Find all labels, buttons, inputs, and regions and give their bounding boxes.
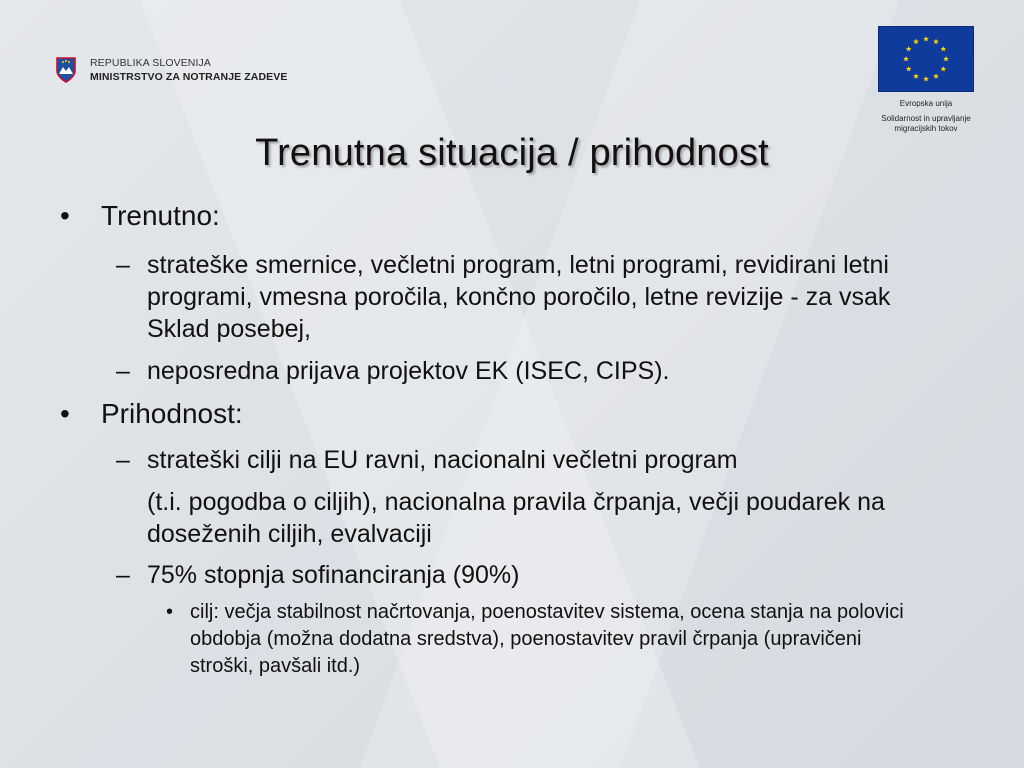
list-item-future-1-line1: strateški cilji na EU ravni, nacionalni večletni program <box>147 446 738 474</box>
republic-label: REPUBLIKA SLOVENIJA <box>90 57 211 69</box>
list-item-future-1-rest: (t.i. pogodba o ciljih), nacionalna pravila črpanja, večji poudarek na doseženih ciljih, evalvaciji <box>147 488 885 548</box>
dash-marker: – <box>116 561 130 589</box>
eu-fund-label: Solidarnost in upravljanje migracijskih tokov <box>881 114 971 133</box>
section-heading-current: Trenutno: <box>101 200 220 231</box>
bullet-marker: • <box>60 398 70 429</box>
dash-marker: – <box>116 251 130 279</box>
list-item-future-2: 75% stopnja sofinanciranja (90%) <box>147 561 520 589</box>
list-item-future-2-sub: cilj: večja stabilnost načrtovanja, poenostavitev sistema, ocena stanja na polovici obdobja (možna dodatna sredstva), poenostavitev pravil črpanja (upravičeni stroški, pavšali itd.) <box>190 601 904 677</box>
list-item-current-2: neposredna prijava projektov EK (ISEC, CIPS). <box>147 357 670 385</box>
dash-marker: – <box>116 357 130 385</box>
sub-bullet-marker: • <box>166 601 174 623</box>
dash-marker: – <box>116 446 130 474</box>
section-heading-future: Prihodnost: <box>101 398 243 429</box>
eu-union-label: Evropska unija <box>899 99 953 108</box>
bullet-marker: • <box>60 200 70 231</box>
slide-title: Trenutna situacija / prihodnost <box>255 132 769 174</box>
ministry-label: MINISTRSTVO ZA NOTRANJE ZADEVE <box>90 71 288 83</box>
list-item-current-1: strateške smernice, večletni program, letni programi, revidirani letni programi, vmesna poročila, končno poročilo, letne revizije - za vsak Sklad posebej, <box>147 251 891 343</box>
